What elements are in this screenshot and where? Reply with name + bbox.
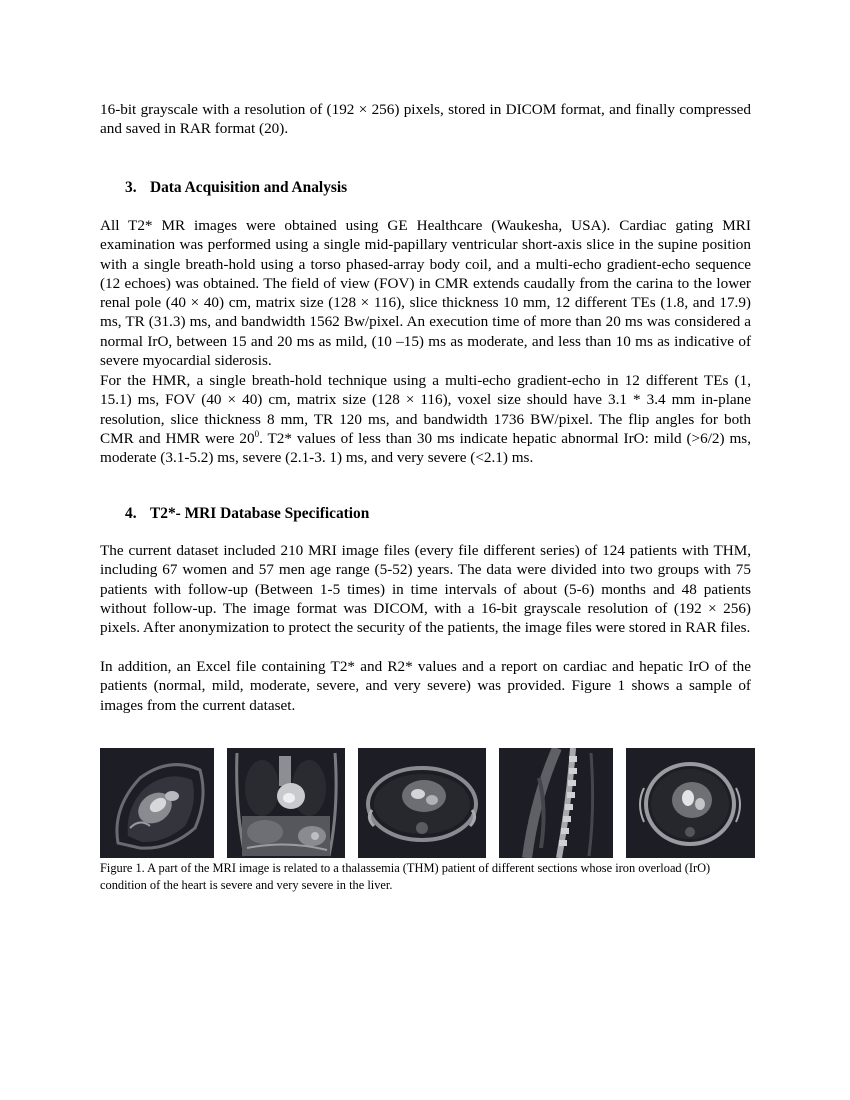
section-3-heading bbox=[125, 178, 347, 197]
mri-image-coronal-thorax bbox=[227, 748, 345, 858]
figure-1-images bbox=[100, 748, 755, 858]
section-4-heading bbox=[125, 504, 369, 523]
section-3-paragraph-2 bbox=[100, 371, 751, 467]
section-4-number: 4. bbox=[125, 505, 137, 522]
superscript-degree: 0 bbox=[254, 428, 260, 439]
mri-image-axial-thorax bbox=[358, 748, 486, 858]
mri-image-axial-cardiac bbox=[626, 748, 755, 858]
section-4-title: T2*- MRI Database Specification bbox=[150, 505, 370, 522]
section-4-paragraph-1: The current dataset included 210 MRI image files (every file different series) of 124 patients with THM, including 67 women and 57 men age range (5-52) years. The data were divided into two groups with 75 patients with follow-up (Between 1-5 times) in time intervals of about (5-6) months and 48 patients without follow-up. The image format was DICOM, with a 16-bit grayscale resolution of (192 × 256) pixels. After anonymization to protect the security of the patients, the image files were stored in RAR files. bbox=[100, 542, 751, 637]
mri-image-sagittal-spine bbox=[499, 748, 613, 858]
section-3-paragraph-1: All T2* MR images were obtained using GE Healthcare (Waukesha, USA). Cardiac gating MRI examination was performed using a single mid-papillary ventricular short-axis slice in the supine position with a single breath-hold using a torso phased-array body coil, and a multi-echo gradient-echo sequence (12 echoes) was obtained. The field of view (FOV) in CMR extends caudally from the carina to the lower renal pole (40 × 40) cm, matrix size (128 × 116), slice thickness 10 mm, 12 different TEs (1.8, and 17.9) ms, TR (31.3) ms, and bandwidth 1562 Bw/pixel. An execution time of more than 20 ms was considered a normal IrO, between 15 and 20 ms as mild, (10 –15) ms as moderate, and less than 10 ms as indicative of severe myocardial siderosis. bbox=[100, 217, 751, 370]
section-3-number: 3. bbox=[125, 179, 137, 196]
figure-1-caption: Figure 1. A part of the MRI image is related to a thalassemia (THM) patient of different sections whose iron overload (IrO) condition of the heart is severe and very severe in the liver. bbox=[100, 861, 711, 892]
section-3-paragraph-2-text-b: . T2* values of less than 30 ms indicate hepatic abnormal IrO: mild (>6/2) ms, moderate (3.1-5.2) ms, severe (2.1-3. 1) ms, and very severe (<2.1) ms. bbox=[100, 429, 751, 467]
section-3-title: Data Acquisition and Analysis bbox=[150, 179, 348, 196]
section-4-paragraph-2: In addition, an Excel file containing T2* and R2* values and a report on cardiac and hepatic IrO of the patients (normal, mild, moderate, severe, and very severe) was provided. Figure 1 shows a sample of images from the current dataset. bbox=[100, 658, 751, 714]
section-3-paragraph-2-text-a: For the HMR, a single breath-hold technique using a multi-echo gradient-echo in 12 different TEs (1, 15.1) ms, FOV (40 × 40) cm, matrix size (128 × 116), voxel size should have 3.1 * 3.4 mm in-plane resolution, slice thickness 8 mm, TR 120 ms, and bandwidth 1736 BW/pixel. The flip angles for both CMR and HMR were 20 bbox=[100, 372, 751, 447]
intro-paragraph: 16-bit grayscale with a resolution of (192 × 256) pixels, stored in DICOM format, and finally compressed and saved in RAR format (20). bbox=[100, 101, 751, 138]
mri-image-short-axis-cardiac bbox=[100, 748, 214, 858]
